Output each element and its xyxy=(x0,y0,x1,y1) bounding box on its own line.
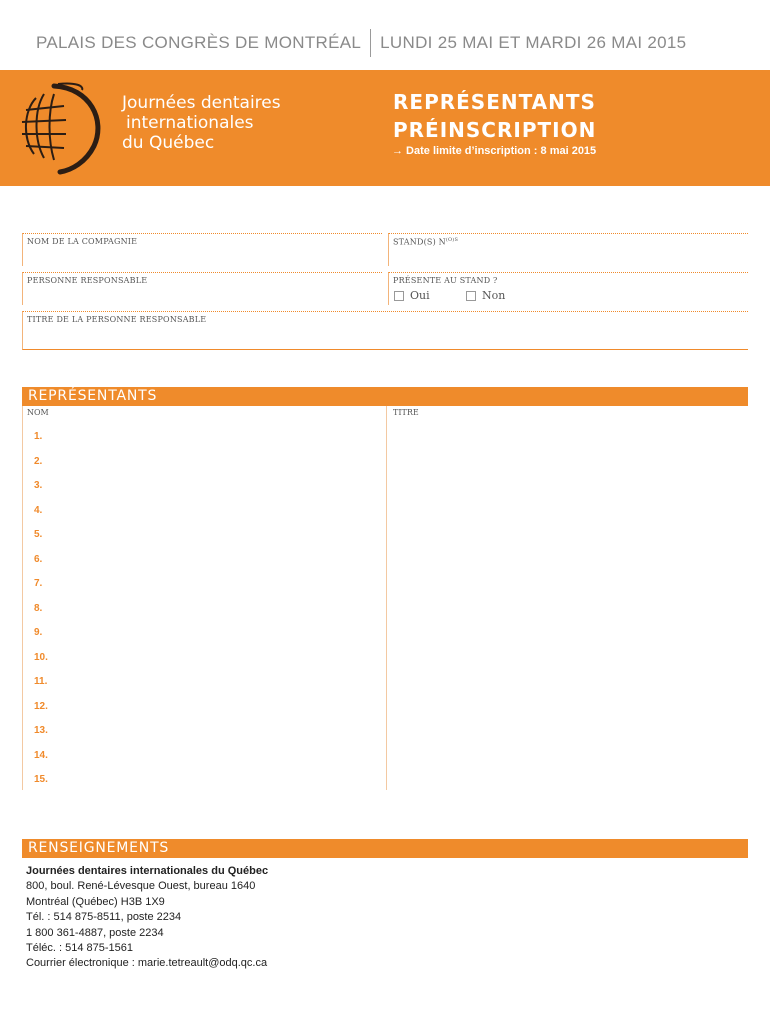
jdiq-logo-icon xyxy=(20,80,106,176)
contact-email: Courrier électronique : marie.tetreault@odq.qc.ca xyxy=(26,957,268,970)
present-no-option[interactable] xyxy=(466,289,505,302)
representatives-section-header: REPRÉSENTANTS xyxy=(22,387,748,406)
form-title-line-2: PRÉINSCRIPTION xyxy=(393,118,597,142)
yes-label: Oui xyxy=(410,289,430,302)
representative-row-number: 4. xyxy=(34,504,43,516)
stand-number-field[interactable] xyxy=(388,233,748,266)
representative-row-number: 1. xyxy=(34,431,43,442)
representative-row-number: 6. xyxy=(34,553,43,565)
contact-address-1: 800, boul. René-Lévesque Ouest, bureau 1640 xyxy=(26,880,256,893)
present-at-stand-label: PRÉSENTE AU STAND ? xyxy=(393,276,498,285)
present-at-stand-field xyxy=(388,272,748,305)
company-name-label: NOM DE LA COMPAGNIE xyxy=(27,237,138,246)
company-name-field[interactable] xyxy=(22,233,382,266)
representative-row-number: 11. xyxy=(34,676,48,687)
representative-row-number: 10. xyxy=(34,651,48,663)
contact-info xyxy=(26,864,268,972)
representatives-title-column[interactable] xyxy=(388,406,748,790)
registration-deadline: → Date limite d’inscription : 8 mai 2015 xyxy=(392,145,597,157)
name-column-header: NOM xyxy=(27,408,49,417)
representative-row-number: 15. xyxy=(34,774,48,785)
representative-row-number: 5. xyxy=(34,529,43,540)
contact-tollfree: 1 800 361-4887, poste 2234 xyxy=(26,926,164,939)
form-title-line-1: REPRÉSENTANTS xyxy=(393,90,596,114)
venue-text: PALAIS DES CONGRÈS DE MONTRÉAL xyxy=(36,33,362,52)
representative-row-number: 13. xyxy=(34,725,48,736)
form-title xyxy=(393,88,596,144)
responsible-title-label: TITRE DE LA PERSONNE RESPONSABLE xyxy=(27,315,207,324)
no-checkbox[interactable] xyxy=(466,291,476,301)
event-header xyxy=(36,28,686,58)
title-banner xyxy=(0,70,770,186)
representative-row-number: 9. xyxy=(34,627,43,638)
org-line-2: internationales xyxy=(126,113,254,133)
responsible-title-field[interactable] xyxy=(22,311,748,350)
present-yes-option[interactable] xyxy=(394,289,430,302)
header-divider xyxy=(370,29,371,57)
representative-row-number: 8. xyxy=(34,602,43,614)
dates-text: LUNDI 25 MAI ET MARDI 26 MAI 2015 xyxy=(380,33,687,52)
representative-row-number: 7. xyxy=(34,578,43,589)
stand-number-label: STAND(S) $N^{(O)S}$ xyxy=(393,237,459,247)
no-label: Non xyxy=(482,289,506,302)
info-section-header: RENSEIGNEMENTS xyxy=(22,839,748,858)
contact-org: Journées dentaires internationales du Québec xyxy=(26,865,269,877)
title-column-header: TITRE xyxy=(393,408,419,417)
contact-address-2: Montréal (Québec) H3B 1X9 xyxy=(26,895,165,908)
representative-row-number: 2. xyxy=(34,455,43,467)
representative-row-number: 3. xyxy=(34,480,43,491)
contact-fax: Téléc. : 514 875-1561 xyxy=(26,942,134,955)
yes-checkbox[interactable] xyxy=(394,291,404,301)
contact-phone: Tél. : 514 875-8511, poste 2234 xyxy=(26,911,182,924)
organization-name xyxy=(122,93,281,153)
responsible-person-label: PERSONNE RESPONSABLE xyxy=(27,276,148,285)
representatives-name-column[interactable] xyxy=(22,406,387,790)
org-line-3: du Québec xyxy=(122,133,215,153)
org-line-1: Journées dentaires xyxy=(122,93,281,113)
responsible-person-field[interactable] xyxy=(22,272,382,305)
representative-row-number: 12. xyxy=(34,700,48,712)
representative-row-number: 14. xyxy=(34,749,48,761)
